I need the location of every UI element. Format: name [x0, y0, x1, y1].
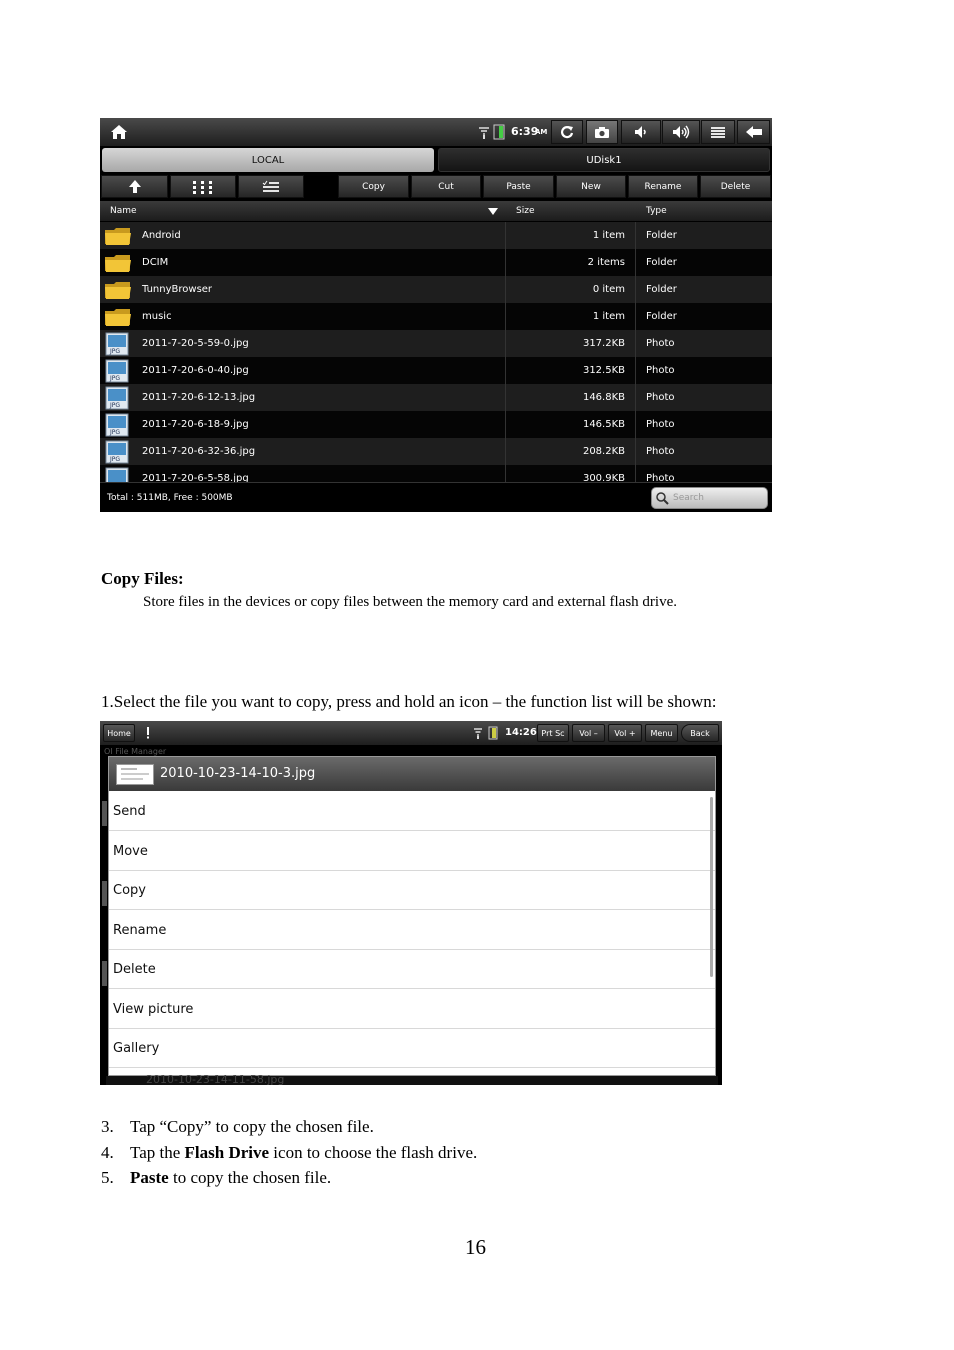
- bottom-file-name: 2010-10-23-14-11-58.jpg: [146, 1073, 285, 1085]
- rename-button[interactable]: Rename: [628, 175, 698, 198]
- menu-button-2[interactable]: Menu: [645, 724, 678, 742]
- speaker-low-icon: [633, 125, 649, 139]
- folder-icon: [104, 226, 132, 246]
- file-type: Photo: [646, 446, 675, 457]
- context-menu-dialog: [108, 756, 716, 1076]
- tab-udisk1[interactable]: UDisk1: [438, 148, 770, 172]
- list-edge-2: [102, 881, 107, 906]
- file-type: Folder: [646, 230, 677, 241]
- step-5: [101, 1168, 332, 1188]
- up-button[interactable]: [101, 175, 168, 198]
- table-row[interactable]: [100, 330, 772, 357]
- file-size: 146.5KB: [582, 419, 625, 430]
- up-arrow-icon: [128, 179, 142, 194]
- file-name: 2011-7-20-6-18-9.jpg: [142, 419, 249, 430]
- table-row[interactable]: [100, 276, 772, 303]
- table-row[interactable]: [100, 357, 772, 384]
- sort-down-icon[interactable]: [488, 208, 498, 215]
- file-type: Photo: [646, 473, 675, 482]
- step-4-text-pre: Tap the: [130, 1143, 185, 1162]
- file-name: 2011-7-20-6-32-36.jpg: [142, 446, 256, 457]
- bottom-row: [106, 1073, 718, 1085]
- table-row[interactable]: [100, 411, 772, 438]
- app-title: OI File Manager: [104, 747, 167, 756]
- wifi-icon-2: [473, 726, 483, 739]
- scrollbar[interactable]: [710, 797, 713, 977]
- multi-select-button[interactable]: [238, 175, 304, 198]
- menu-item-send[interactable]: [109, 792, 715, 831]
- back-button[interactable]: [737, 120, 770, 144]
- file-type: Folder: [646, 284, 677, 295]
- step-5-bold: Paste: [130, 1168, 169, 1187]
- file-name: DCIM: [142, 257, 169, 268]
- step-3-text: Tap “Copy” to copy the chosen file.: [130, 1117, 374, 1136]
- file-type: Folder: [646, 257, 677, 268]
- step-3: [101, 1117, 374, 1137]
- file-size: 300.9KB: [582, 473, 625, 482]
- section-heading: Copy Files:: [101, 569, 184, 588]
- section-description: Store files in the devices or copy files between the memory card and external flash drive.: [143, 594, 677, 610]
- jpg-icon: [105, 467, 129, 482]
- jpg-icon: [105, 386, 129, 410]
- step-1: 1.Select the file you want to copy, press and hold an icon – the function list will be shown:: [101, 692, 717, 711]
- file-name: TunnyBrowser: [142, 284, 213, 295]
- menu-item-delete[interactable]: [109, 950, 715, 989]
- column-name[interactable]: Name: [110, 206, 137, 216]
- dialog-title: 2010-10-23-14-10-3.jpg: [160, 766, 316, 781]
- search-box[interactable]: [651, 487, 768, 509]
- table-row[interactable]: [100, 384, 772, 411]
- status-ampm: AM: [535, 128, 548, 136]
- list-edge-3: [102, 961, 107, 986]
- svg-text:JPG: JPG: [110, 456, 121, 463]
- jpg-icon: [105, 359, 129, 383]
- file-size: 0 item: [592, 284, 625, 295]
- file-size: 1 item: [592, 230, 625, 241]
- status-time-2: 14:26: [505, 727, 537, 738]
- jpg-icon: [105, 440, 129, 464]
- copy-button[interactable]: Copy: [338, 175, 409, 198]
- folder-icon: [104, 253, 132, 273]
- menu-item-gallery[interactable]: [109, 1029, 715, 1068]
- file-size: 1 item: [592, 311, 625, 322]
- folder-icon: [104, 280, 132, 300]
- warning-icon: [142, 726, 154, 739]
- grid-icon: [192, 180, 214, 194]
- screenshot-button[interactable]: [586, 120, 618, 144]
- jpg-icon: [105, 332, 129, 356]
- file-type: Folder: [646, 311, 677, 322]
- home-button-2[interactable]: Home: [103, 724, 135, 742]
- new-button[interactable]: New: [556, 175, 626, 198]
- status-time: 6:39: [511, 125, 539, 138]
- svg-text:JPG: JPG: [110, 402, 121, 409]
- file-name: 2011-7-20-6-5-58.jpg: [142, 473, 249, 482]
- file-type: Photo: [646, 365, 675, 376]
- file-manager-screenshot: [100, 118, 772, 512]
- file-name: 2011-7-20-6-12-13.jpg: [142, 392, 256, 403]
- context-menu-screenshot: [100, 721, 722, 1085]
- dialog-header: [109, 757, 715, 791]
- svg-text:JPG: JPG: [110, 375, 121, 382]
- table-row[interactable]: [100, 222, 772, 249]
- grid-view-button[interactable]: [170, 175, 236, 198]
- back-arrow-icon: [745, 125, 763, 139]
- storage-tabs: [100, 147, 772, 173]
- camera-icon: [594, 126, 610, 139]
- battery-icon-2: [488, 726, 498, 740]
- step-5-number: 5.: [101, 1168, 114, 1187]
- file-name: 2011-7-20-5-59-0.jpg: [142, 338, 249, 349]
- file-size: 2 items: [587, 257, 625, 268]
- menu-item-label: Send: [113, 804, 146, 819]
- refresh-button[interactable]: [551, 120, 583, 144]
- step-4: [101, 1143, 478, 1163]
- step-4-bold: Flash Drive: [184, 1143, 270, 1162]
- toolbar: [100, 175, 772, 199]
- cut-button[interactable]: Cut: [411, 175, 481, 198]
- jpg-icon: [105, 413, 129, 437]
- checklist-icon: [262, 180, 280, 194]
- column-divider: [635, 222, 636, 482]
- menu-item-label: Copy: [113, 883, 146, 898]
- home-button[interactable]: [104, 120, 134, 144]
- svg-text:JPG: JPG: [110, 348, 121, 355]
- file-thumbnail: [116, 764, 154, 785]
- delete-button[interactable]: Delete: [700, 175, 771, 198]
- file-size: 208.2KB: [582, 446, 625, 457]
- storage-info: Total : 511MB, Free : 500MB: [107, 493, 233, 503]
- prtsc-button[interactable]: Prt Sc: [537, 724, 569, 742]
- step-3-number: 3.: [101, 1117, 114, 1136]
- menu-item-label: Delete: [113, 962, 156, 977]
- menu-item-rename[interactable]: [109, 911, 715, 950]
- file-size: 146.8KB: [582, 392, 625, 403]
- search-icon: [656, 492, 669, 505]
- column-header: [100, 201, 772, 221]
- menu-button[interactable]: [701, 120, 735, 144]
- menu-item-label: Rename: [113, 922, 167, 938]
- file-size: 312.5KB: [582, 365, 625, 376]
- column-type[interactable]: Type: [646, 206, 667, 216]
- page-number: 16: [465, 1235, 486, 1259]
- volume-up-button[interactable]: [662, 120, 700, 144]
- step-4-number: 4.: [101, 1143, 114, 1162]
- file-type: Photo: [646, 338, 675, 349]
- tab-local[interactable]: LOCAL: [102, 148, 434, 172]
- column-divider: [505, 222, 506, 482]
- vol-up-button[interactable]: Vol +: [608, 724, 642, 742]
- menu-item-label: Gallery: [113, 1041, 160, 1056]
- file-name: music: [142, 311, 172, 322]
- paste-button[interactable]: Paste: [483, 175, 554, 198]
- folder-icon: [104, 307, 132, 327]
- wifi-icon: [478, 125, 490, 139]
- table-row[interactable]: [100, 438, 772, 465]
- step-5-text-post: to copy the chosen file.: [168, 1168, 332, 1187]
- list-edge: [102, 801, 107, 826]
- home-icon: [110, 124, 128, 140]
- menu-item-view-picture[interactable]: [109, 990, 715, 1029]
- menu-icon: [710, 126, 726, 139]
- volume-down-button[interactable]: [621, 120, 661, 144]
- back-button-2[interactable]: Back: [681, 724, 719, 742]
- status-footer: [100, 482, 772, 512]
- status-bar: [100, 118, 772, 146]
- search-placeholder: Search: [673, 493, 704, 503]
- battery-icon: [493, 124, 505, 140]
- menu-item-label: View picture: [113, 1001, 194, 1017]
- table-row[interactable]: [100, 249, 772, 276]
- speaker-high-icon: [671, 125, 691, 139]
- menu-item-label: Move: [113, 843, 148, 859]
- table-row[interactable]: [100, 303, 772, 330]
- file-size: 317.2KB: [582, 338, 625, 349]
- svg-text:JPG: JPG: [110, 429, 121, 436]
- refresh-icon: [560, 125, 574, 139]
- file-name: Android: [142, 230, 181, 241]
- table-row[interactable]: [100, 465, 772, 482]
- step-4-text-post: icon to choose the flash drive.: [269, 1143, 478, 1162]
- menu-item-move[interactable]: [109, 832, 715, 871]
- status-bar-2: [100, 721, 722, 745]
- column-size[interactable]: Size: [516, 206, 535, 216]
- file-name: 2011-7-20-6-0-40.jpg: [142, 365, 249, 376]
- menu-item-copy[interactable]: [109, 871, 715, 910]
- file-type: Photo: [646, 419, 675, 430]
- vol-down-button[interactable]: Vol –: [572, 724, 605, 742]
- file-type: Photo: [646, 392, 675, 403]
